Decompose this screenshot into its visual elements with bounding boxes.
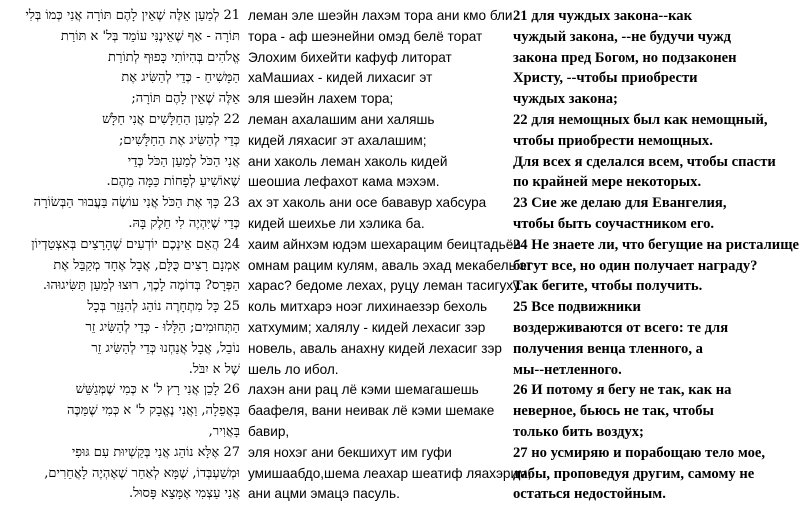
russian-line: чтобы приобрести немощных. xyxy=(513,132,713,149)
hebrew-line: הַתְּחוּמִים; הַלָּלוּ - כְּדֵי לְהַשִּׂיג זֵר xyxy=(85,319,240,335)
russian-line: Так бегите, чтобы получить. xyxy=(513,278,703,295)
transliteration-line: тора - аф шеэнейни омэд белё торат xyxy=(248,28,483,44)
hebrew-line: אֵלֶּה שֶׁאֵין לָהֶם תּוֹרָה; xyxy=(131,91,240,107)
transliteration-line: леман эле шеэйн лахэм тора ани кмо бли xyxy=(248,8,513,23)
hebrew-line: 25 כָּל מִתְחָרֶה נוֹהֵג לְהִנָּזֵר בְּכָל xyxy=(87,299,240,315)
russian-line: закона пред Богом, но подзаконен xyxy=(513,49,737,66)
hebrew-line: 23 כָּךְ אֶת הַכֹּל אֲנִי עוֹשֶׂה בַּעֲבוּר הַבְּשׂוֹרָה xyxy=(33,195,240,211)
russian-line: чуждый закона, --не будучи чужд xyxy=(513,28,732,45)
russian-line: 22 для немощных был как немощный, xyxy=(513,111,768,128)
russian-line: Христу, --чтобы приобрести xyxy=(513,70,698,87)
transliteration-line: шель ло ибол. xyxy=(248,361,339,377)
russian-line: чтобы быть соучастником его. xyxy=(513,215,715,232)
transliteration-line: новель, аваль анахну кидей лехасиг зэр xyxy=(248,340,502,356)
hebrew-line: נוֹבֵל, אֲבָל אֲנַחְנוּ כְּדֵי לְהַשִּׂיג זֵר xyxy=(91,340,240,356)
russian-line: бегут все, но один получает награду? xyxy=(513,257,758,274)
hebrew-line: 22 לְמַעַן הַחַלָּשִׁים אֲנִי חַלָּשׁ xyxy=(102,111,240,127)
russian-line: воздерживаются от всего: те для xyxy=(513,319,729,336)
hebrew-line: וּמְשַׁעְבְּדוֹ, שֶׁמָּא לְאַחַר שֶׁאֶהְיֶה לָאֲחֵרִים, xyxy=(44,465,240,481)
transliteration-line: ани ацми эмацэ пасуль. xyxy=(248,486,400,502)
transliteration-column xyxy=(248,6,533,505)
transliteration-line: хаим айнхэм юдэм шехарацим беицтадьён xyxy=(248,236,521,252)
hebrew-line: אֲנִי עַצְמִי אֶמָּצֵא פָּסוּל. xyxy=(129,486,240,502)
hebrew-line: אָמְנָם רָצִים כֻּלָּם, אֲבָל אֶחָד מְקַבֵּל אֶת xyxy=(53,257,240,273)
hebrew-line: 27 אֶלָּא נוֹהֵג אֲנִי בְּקַשְׁיוּת עִם גּוּפִי xyxy=(71,444,240,460)
hebrew-line: אֲנִי הַכֹּל לְמַעַן הַכֹּל כְּדֵי xyxy=(127,153,240,169)
russian-line: 21 для чуждых закона--как xyxy=(513,8,692,24)
transliteration-line: хаМашиах - кидей лихасиг эт xyxy=(248,70,433,86)
russian-line: только бить воздух; xyxy=(513,423,644,440)
hebrew-line: אֱלֹהִים בְּהִיוֹתִי כָּפוּף לְתוֹרַת xyxy=(108,49,240,65)
transliteration-line: умишаабдо,шема леахар шеатиф ляахэрим, xyxy=(248,465,532,481)
russian-line: Для всех я сделался всем, чтобы спасти xyxy=(513,153,776,170)
transliteration-line: кидей шеихье ли хэлика бa. xyxy=(248,215,425,231)
transliteration-line: эля шеэйн лахем тора; xyxy=(248,91,394,107)
russian-line: 24 Не знаете ли, что бегущие на ристалище xyxy=(513,236,799,253)
transliteration-line: ани хаколь леман хаколь кидей xyxy=(248,153,448,169)
hebrew-line: כְּדֵי שֶׁיִּהְיֶה לִי חֵלֶק בָּהּ. xyxy=(128,215,240,231)
russian-line: 27 но усмиряю и порабощаю тело мое, xyxy=(513,444,766,461)
transliteration-line: омнам рацим кулям, аваль эхад мекабель эт xyxy=(248,257,533,273)
hebrew-line: כְּדֵי לְהַשִּׂיג אֶת הַחַלָּשִׁים; xyxy=(119,132,240,148)
russian-line: остаться недостойным. xyxy=(513,486,666,503)
hebrew-line: הַפְּרָס? בְּדוֹמֶה לָכֶךְ, רוּצוּ לְמַעַן תַּשִּׂיגוּהוּ. xyxy=(42,278,240,294)
transliteration-line: коль митхарэ ноэг лихинаезэр бехоль xyxy=(248,299,488,315)
hebrew-line: בָּאֲוִיר, xyxy=(208,423,240,439)
hebrew-column xyxy=(6,6,240,505)
russian-line: 23 Сие же делаю для Евангелия, xyxy=(513,195,727,212)
russian-line: 25 Все подвижники xyxy=(513,299,641,316)
russian-line: чуждых закона; xyxy=(513,91,618,108)
hebrew-line: שֶׁאוֹשִׁיעַ לְפָחוֹת כַּמָּה מֵהֶם. xyxy=(106,174,240,190)
russian-column xyxy=(513,6,797,505)
russian-line: получения венца тленного, а xyxy=(513,340,703,357)
transliteration-line: Элохим бихейти кафуф литорат xyxy=(248,49,452,65)
russian-line: дабы, проповедуя другим, самому не xyxy=(513,465,755,482)
hebrew-line: הַמָּשִׁיחַ - כְּדֵי לְהַשִּׂיג אֶת xyxy=(121,70,240,86)
transliteration-line: эля нохэг ани бекшихут им гуфи xyxy=(248,444,452,460)
transliteration-line: леман ахалашим ани халяшь xyxy=(248,111,435,127)
hebrew-line: שֶׁל א יִבֹּל. xyxy=(188,361,240,377)
russian-line: неверное, бьюсь не так, чтобы xyxy=(513,403,714,420)
transliteration-line: хатхумим; халялу - кидей лехасиг зэр xyxy=(248,319,486,335)
transliteration-line: кидей ляхасиг эт ахалашим; xyxy=(248,132,427,148)
russian-line: по крайней мере некоторых. xyxy=(513,174,702,191)
hebrew-line: 21 לְמַעַן אֵלֶּה שֶׁאֵין לָהֶם תּוֹרָה אֲנִי כְּמוֹ בְּלִי xyxy=(25,8,240,23)
transliteration-line: баафеля, вани неивак лё кэми шемаке xyxy=(248,403,495,419)
russian-line: 26 И потому я бегу не так, как на xyxy=(513,382,732,399)
hebrew-line: 24 הֲאֵם אֵינְכֶם יוֹדְעִים שֶׁהָרָצִים בְּאִצְטַדְיוֹן xyxy=(31,236,240,252)
transliteration-line: шеошиа лефахот кама мэхэм. xyxy=(248,174,440,190)
hebrew-line: תּוֹרָה - אַף שֶׁאֵינֶנִּי עוֹמֵד בְּל' א תּוֹרַת xyxy=(60,28,240,44)
transliteration-line: ах эт хаколь ани осе бававур хабсура xyxy=(248,195,487,211)
transliteration-line: лахэн ани рац лё кэми шемагашешь xyxy=(248,382,479,398)
hebrew-line: בָּאֲפֵלָה, וַאֲנִי נֶאֱבָק ל' א כְּמִי שֶׁמַּכֶּה xyxy=(66,403,240,419)
transliteration-line: харас? бедоме лехах, руцу леман тасигуху. xyxy=(248,278,523,294)
hebrew-line: 26 לָכֵן אֲנִי רָץ ל' א כְּמִי שֶׁמְּגַשֵּׁשׁ xyxy=(75,382,240,398)
russian-line: мы--нетленного. xyxy=(513,361,622,378)
transliteration-line: бавир, xyxy=(248,423,290,439)
